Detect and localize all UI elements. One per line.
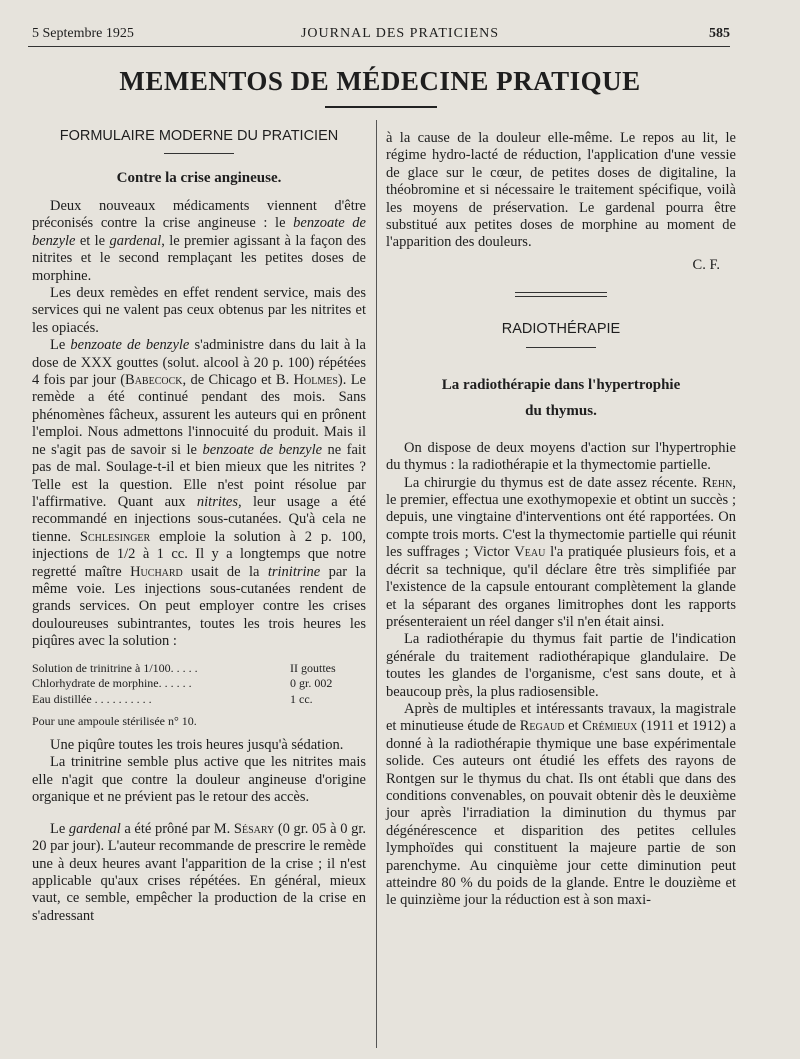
paragraph-radiotherapie: La radiothérapie du thymus fait partie de l'indication générale du traitement radiothérapique glandulaire. De toutes les glandes de l'organisme, c'est sans doute, et à beaucoup près, la plus radiosensible.: [386, 631, 736, 700]
prescription-formula: [32, 661, 366, 708]
paragraph-remedes: Les deux remèdes en effet rendent service, mais des services qui ne valent pas ceux obtenus par les nitrites et les opiacés.: [32, 285, 366, 336]
header-rule: [28, 46, 730, 47]
paragraph-gardenal: Le gardenal a été prôné par M. Sésary (0 gr. 05 à 0 gr. 20 par jour). L'auteur recommande de prescrire le remède une à deux heures avant l'apparition de la crise ; il n'est applicable qu'aux crises répétées. En général, mieux vaut, ce semble, empêcher la production de la crise en s'adressant: [32, 820, 367, 924]
paragraph-moyens: On dispose de deux moyens d'action sur l'hypertrophie du thymus : la radiothérapie et la thymectomie partielle.: [386, 439, 736, 474]
title-rule: [325, 106, 437, 108]
paragraph-travaux: Après de multiples et intéressants travaux, la magistrale et minutieuse étude de Regaud et Crémieux (1911 et 1912) a donné à la radiothérapie thymique une base expérimentale solide. Ces auteurs ont étudié les effets des rayons de Rontgen sur le thymus du chat. Ils ont établi que dans des conditions convenables, on pouvait obtenir dès le deuxième jour après l'irradiation la diminution du thymus par dégénérescence et disparition des petites cellules lymphoïdes qui constituent la majeure partie de son parenchyme. Au cinquième jour cette diminution peut atteindre 80 % du poids de la glande. Entre le douzième et le quinzième jour la réduction est à son maxi-: [386, 700, 736, 909]
paragraph-trinitrine: La trinitrine semble plus active que les nitrites mais elle n'agit que contre la douleur angineuse d'origine organique et ne prévient pas le retour des accès.: [32, 754, 366, 806]
paragraph-continuation: à la cause de la douleur elle-même. Le repos au lit, le régime hydro-lacté de réduction, l'application d'une vessie de glace sur le cœur, de petites doses de digitaline, la théobromine et si nécessaire le traitement spécifique, voilà les moyens de préservation. Le gardenal pourra être substitué aux petites doses de morphine au moment de l'apparition des douleurs.: [386, 130, 736, 251]
article-heading-line: La radiothérapie dans l'hypertrophie: [441, 376, 681, 393]
header-page-number: 585: [709, 26, 730, 41]
paragraph-intro: Deux nouveaux médicaments viennent d'être préconisés contre la crise angineuse : le benzoate de benzyle et le gardenal, le premier agissant à la façon des nitrites et le second remplaçant les petites doses de morphine.: [32, 198, 366, 284]
right-column: [386, 130, 736, 910]
article-heading-crise-angineuse: Contre la crise angineuse.: [116, 170, 282, 186]
formula-row: Chlorhydrate de morphine. . . . . . 0 gr. 002: [32, 676, 333, 691]
paragraph-piqure: Une piqûre toutes les trois heures jusqu'à sédation.: [50, 737, 344, 754]
left-column: [32, 128, 366, 925]
section-double-rule: [515, 292, 607, 297]
section-rule: [164, 153, 234, 154]
article-heading-thymus: [386, 372, 736, 424]
page-title: MEMENTOS DE MÉDECINE PRATIQUE: [119, 66, 641, 96]
section-rule: [526, 347, 596, 348]
section-heading-formulaire: FORMULAIRE MODERNE DU PRATICIEN: [59, 128, 339, 144]
article-heading-line: du thymus.: [525, 402, 597, 419]
column-divider: [376, 120, 377, 1048]
header-journal-name: JOURNAL DES PRATICIENS: [300, 26, 500, 41]
section-heading-radiotherapie: RADIOTHÉRAPIE: [501, 320, 621, 337]
author-signature: C. F.: [692, 256, 720, 273]
formula-row: Solution de trinitrine à 1/100. . . . . II gouttes: [32, 660, 336, 675]
header-date: 5 Septembre 1925: [32, 26, 134, 41]
ampoule-note: Pour une ampoule stérilisée n° 10.: [32, 714, 197, 729]
paragraph-benzoate: Le benzoate de benzyle s'administre dans du lait à la dose de XXX gouttes (solut. alcool à 20 p. 100) répétées 4 fois par jour (Babecock, de Chicago et B. Holmes). Le remède a été continué pendant des mois. Sans phénomènes fâcheux, assurent les auteurs qui en prônent l'emploi. Nous admettons l'innocuité du produit. Mais il ne s'agit pas de savoir si le benzoate de benzyle ne fait pas de mal. Soulage-t-il et bien mieux que les nitrites ? Telle est la question. Elle n'est point résolue par l'affirmative. Quant aux nitrites, leur usage a été recommandé en injections sous-cutanées. Qu'à cela ne tienne. Schlesinger emploie la solution à 2 p. 100, injections de 1/2 à 1 cc. Il y a longtemps que notre regretté maître Huchard usait de la trinitrine par la même voie. Les injections sous-cutanées rendent de grands services. On peut employer contre les crises douloureuses subintrantes, toutes les trois heures les piqûres avec la solution :: [32, 337, 366, 650]
formula-row: Eau distillée . . . . . . . . . . 1 cc.: [32, 691, 313, 706]
paragraph-chirurgie: La chirurgie du thymus est de date assez récente. Rehn, le premier, effectua une exothymopexie et obtint un succès ; depuis, une vingtaine d'interventions ont été rapportées. On compte trois morts. C'est la thymectomie partielle qui réunit les suffrages ; Victor Veau l'a pratiquée plusieurs fois, et a décrit sa technique, qu'il déclare être très simplifiée par l'existence de la capsule entourant complètement la glande et la séparant des organes limitrophes dont les rapports présenteraient un réel danger s'il n'en était ainsi.: [386, 474, 736, 630]
